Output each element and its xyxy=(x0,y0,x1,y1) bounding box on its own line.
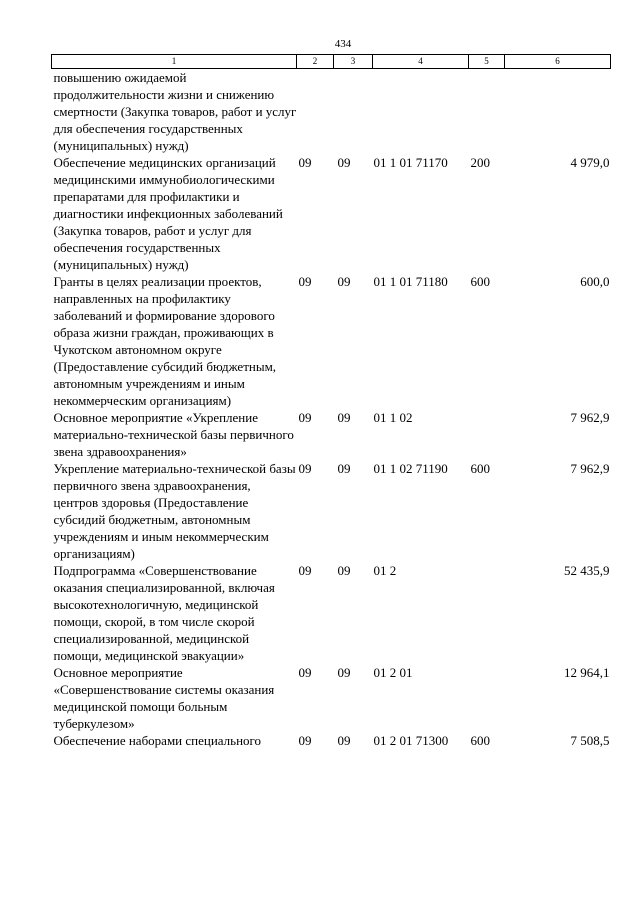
subsection-code: 09 xyxy=(337,155,351,170)
expense-type-code: 600 xyxy=(470,733,490,748)
item-name: повышению ожидаемой продолжительности жизни и снижению смертности (Закупка товаров, работ и услуг для обеспечения государственных (муниципальных) нужд) xyxy=(53,70,297,153)
column-header: 1 xyxy=(52,55,297,69)
table-row xyxy=(52,562,611,664)
item-name: Обеспечение наборами специального xyxy=(53,733,262,748)
section-code: 09 xyxy=(298,733,312,748)
section-code: 09 xyxy=(298,410,312,425)
amount: 7 962,9 xyxy=(570,410,610,425)
target-article-code: 01 2 xyxy=(373,563,397,578)
expense-type-code: 600 xyxy=(470,461,490,476)
amount: 600,0 xyxy=(580,274,610,289)
subsection-code: 09 xyxy=(337,274,351,289)
item-name: Укрепление материально-технической базы первичного звена здравоохранения, центров здоровья (Предоставление субсидий бюджетным, автономным учреждениям и иным некоммерческим организациям) xyxy=(53,461,296,561)
amount: 52 435,9 xyxy=(564,563,610,578)
subsection-code: 09 xyxy=(337,733,351,748)
table-row xyxy=(52,154,611,273)
expense-type-code xyxy=(469,409,505,460)
column-header: 2 xyxy=(297,55,334,69)
amount: 7 962,9 xyxy=(570,461,610,476)
expense-type-code: 200 xyxy=(470,155,490,170)
subsection-code xyxy=(334,69,373,155)
target-article-code: 01 1 02 71190 xyxy=(373,461,448,476)
column-header: 3 xyxy=(334,55,373,69)
table-row xyxy=(52,69,611,155)
budget-table xyxy=(51,54,611,749)
column-header: 4 xyxy=(373,55,469,69)
item-name: Гранты в целях реализации проектов, направленных на профилактику заболеваний и формирование здорового образа жизни граждан, проживающих в Чукотском автономном округе (Предоставление субсидий бюджетным, автономным учреждениям и иным некоммерческим организациям) xyxy=(53,274,277,408)
column-number-header xyxy=(52,55,611,69)
target-article-code: 01 1 01 71180 xyxy=(373,274,448,289)
item-name: Основное мероприятие «Совершенствование системы оказания медицинской помощи больным туберкулезом» xyxy=(53,665,275,731)
subsection-code: 09 xyxy=(337,410,351,425)
target-article-code: 01 2 01 71300 xyxy=(373,733,449,748)
section-code: 09 xyxy=(298,461,312,476)
table-row xyxy=(52,409,611,460)
expense-type-code xyxy=(469,562,505,664)
item-name: Обеспечение медицинских организаций медицинскими иммунобиологическими препаратами для профилактики и диагностики инфекционных заболеваний (Закупка товаров, работ и услуг для обеспечения государственных (муниципальных) нужд) xyxy=(53,155,283,272)
section-code: 09 xyxy=(298,274,312,289)
column-header: 6 xyxy=(505,55,611,69)
section-code: 09 xyxy=(298,155,312,170)
table-row xyxy=(52,732,611,749)
amount: 12 964,1 xyxy=(564,665,610,680)
table-row xyxy=(52,273,611,409)
amount xyxy=(505,69,611,155)
column-header: 5 xyxy=(469,55,505,69)
target-article-code: 01 1 02 xyxy=(373,410,413,425)
table-row xyxy=(52,664,611,732)
amount: 7 508,5 xyxy=(570,733,610,748)
section-code: 09 xyxy=(298,563,312,578)
section-code xyxy=(297,69,334,155)
item-name: Подпрограмма «Совершенствование оказания специализированной, включая высокотехнологичную, медицинской помощи, скорой, в том числе скорой специализированной, медицинской помощи, медицинской эвакуации» xyxy=(53,563,275,663)
amount: 4 979,0 xyxy=(570,155,610,170)
target-article-code xyxy=(373,69,469,155)
expense-type-code xyxy=(469,69,505,155)
expense-type-code xyxy=(469,664,505,732)
expense-type-code: 600 xyxy=(470,274,490,289)
section-code: 09 xyxy=(298,665,312,680)
table-row xyxy=(52,460,611,562)
item-name: Основное мероприятие «Укрепление материально-технической базы первичного звена здравоохранения» xyxy=(53,410,294,459)
subsection-code: 09 xyxy=(337,665,351,680)
page-number: 434 xyxy=(334,38,352,50)
target-article-code: 01 1 01 71170 xyxy=(373,155,448,170)
target-article-code: 01 2 01 xyxy=(373,665,413,680)
subsection-code: 09 xyxy=(337,563,351,578)
subsection-code: 09 xyxy=(337,461,351,476)
